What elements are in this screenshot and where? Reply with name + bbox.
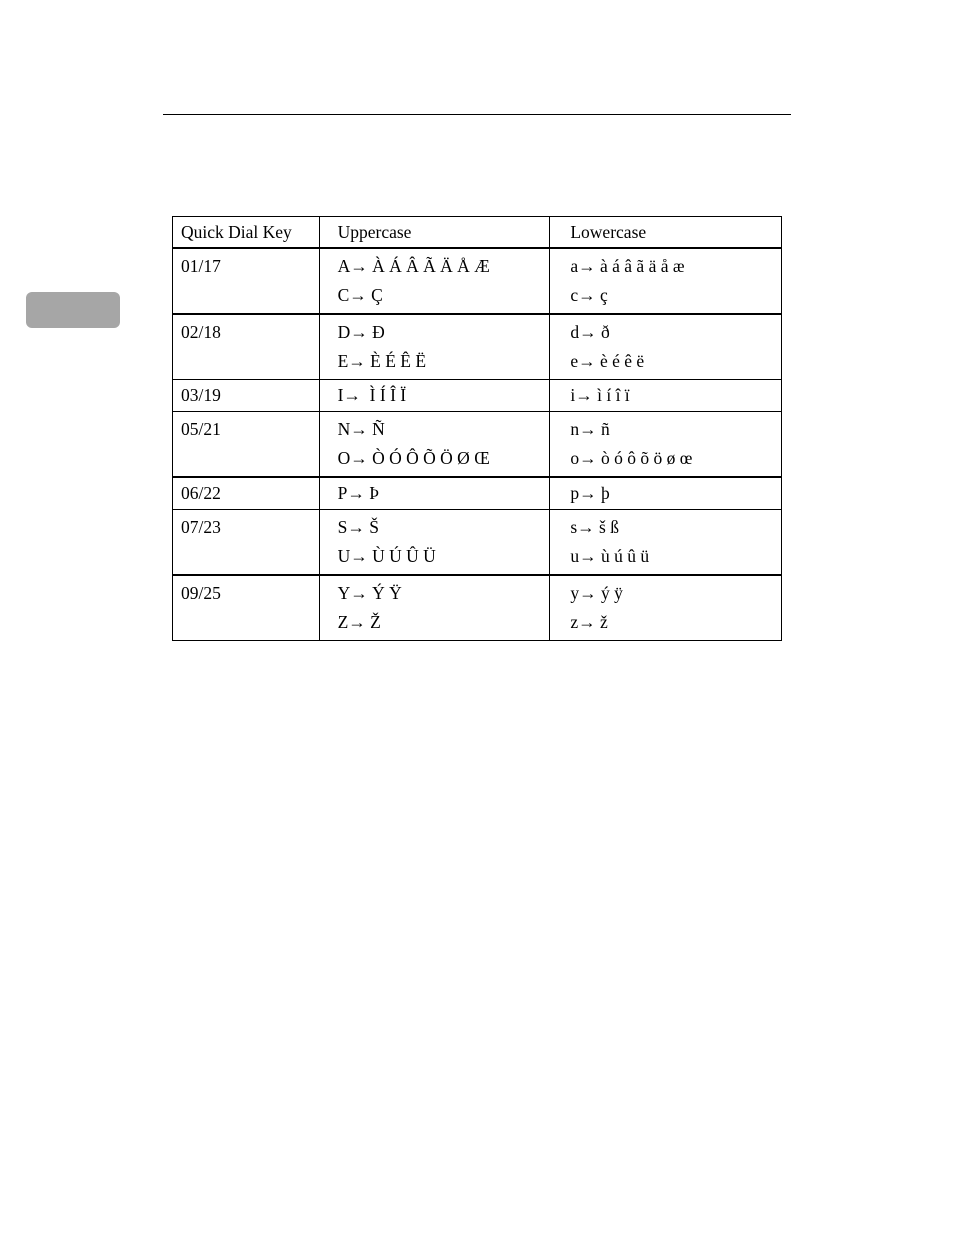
row-uppercase — [319, 412, 550, 478]
uppercase-line: C→ Ç — [337, 285, 383, 305]
header-uppercase: Uppercase — [319, 217, 550, 249]
row-lowercase — [550, 412, 782, 478]
row-lowercase — [550, 248, 782, 314]
row-uppercase — [319, 380, 550, 412]
uppercase-line: S→ Š — [337, 517, 379, 537]
lowercase-line: c→ ç — [570, 285, 608, 305]
uppercase-line: N→ Ñ — [337, 419, 385, 439]
lowercase-line: s→ š ß — [570, 517, 619, 537]
character-table — [172, 216, 782, 641]
uppercase-line: P→ Þ — [337, 483, 379, 503]
row-uppercase — [319, 314, 550, 380]
row-lowercase — [550, 510, 782, 576]
row-lowercase — [550, 575, 782, 641]
lowercase-line: o→ ò ó ô õ ö ø œ — [570, 448, 693, 468]
table-row — [173, 248, 782, 314]
row-key: 02/18 — [173, 314, 320, 380]
row-lowercase — [550, 314, 782, 380]
lowercase-line: n→ ñ — [570, 419, 610, 439]
row-uppercase — [319, 248, 550, 314]
table-row — [173, 477, 782, 510]
header-rule — [163, 114, 791, 115]
row-key: 09/25 — [173, 575, 320, 641]
chapter-tab — [26, 292, 120, 328]
uppercase-line: A→ À Á Â Ã Ä Å Æ — [337, 256, 490, 276]
row-key: 03/19 — [173, 380, 320, 412]
table-row — [173, 575, 782, 641]
row-uppercase — [319, 510, 550, 576]
uppercase-line: I→ Ì Í Î Ï — [337, 385, 407, 405]
table-row — [173, 412, 782, 478]
row-key: 07/23 — [173, 510, 320, 576]
uppercase-line: O→ Ò Ó Ô Õ Ö Ø Œ — [337, 448, 490, 468]
row-key: 01/17 — [173, 248, 320, 314]
table-row — [173, 380, 782, 412]
lowercase-line: p→ þ — [570, 483, 610, 503]
uppercase-line: D→ Ð — [337, 322, 385, 342]
lowercase-line: y→ ý ÿ — [570, 583, 623, 603]
row-lowercase — [550, 477, 782, 510]
table-header-row — [173, 217, 782, 249]
uppercase-line: E→ È É Ê Ë — [337, 351, 427, 371]
uppercase-line: Z→ Ž — [337, 612, 381, 632]
table-row — [173, 314, 782, 380]
lowercase-line: e→ è é ê ë — [570, 351, 645, 371]
row-key: 05/21 — [173, 412, 320, 478]
lowercase-line: u→ ù ú û ü — [570, 546, 650, 566]
lowercase-line: z→ ž — [570, 612, 608, 632]
uppercase-line: Y→ Ý Ÿ — [337, 583, 402, 603]
lowercase-line: i→ ì í î ï — [570, 385, 630, 405]
row-key: 06/22 — [173, 477, 320, 510]
header-quick-dial-key: Quick Dial Key — [173, 217, 320, 249]
row-uppercase — [319, 477, 550, 510]
row-uppercase — [319, 575, 550, 641]
lowercase-line: a→ à á â ã ä å æ — [570, 256, 685, 276]
lowercase-line: d→ ð — [570, 322, 610, 342]
row-lowercase — [550, 380, 782, 412]
table-row — [173, 510, 782, 576]
header-lowercase: Lowercase — [550, 217, 782, 249]
uppercase-line: U→ Ù Ú Û Ü — [337, 546, 436, 566]
